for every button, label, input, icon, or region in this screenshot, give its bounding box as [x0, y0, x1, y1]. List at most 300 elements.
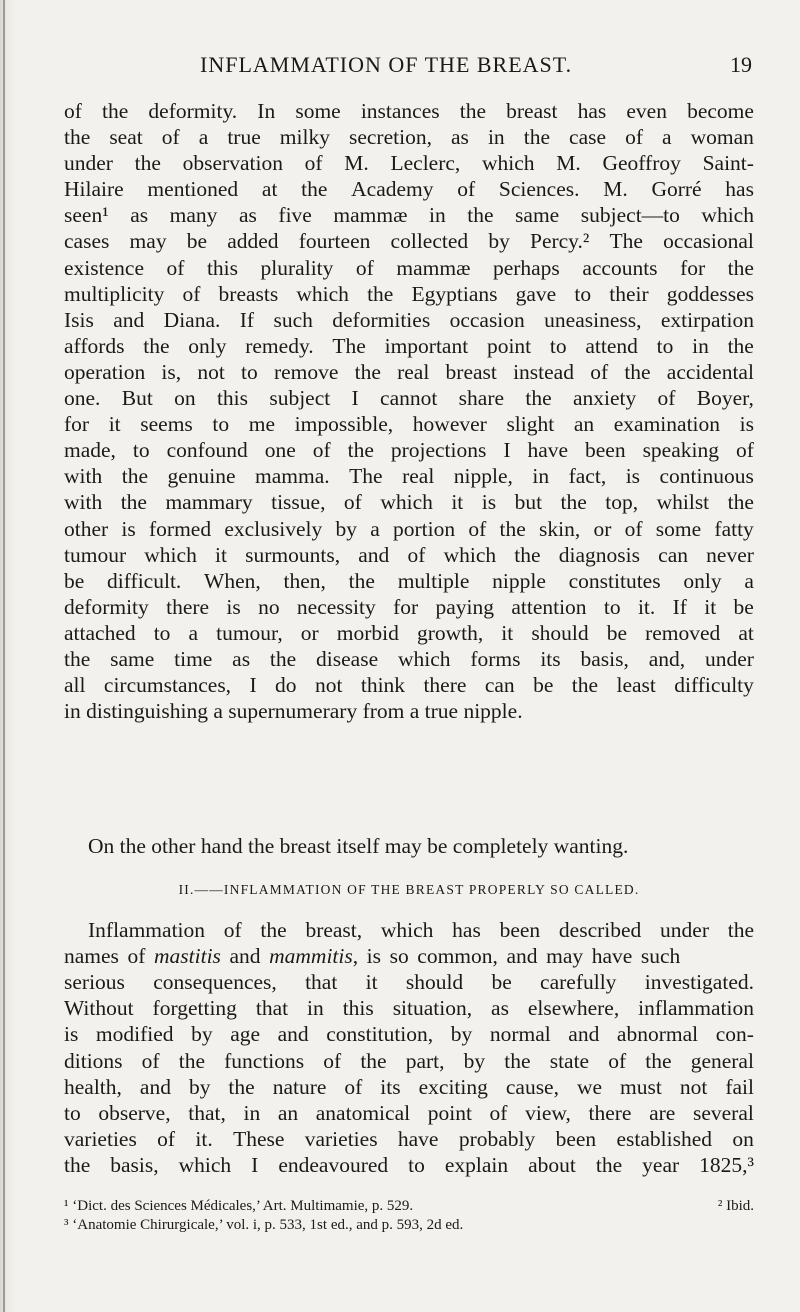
word: as [232, 646, 251, 671]
word: breast, [305, 918, 363, 943]
word: difficult. [107, 568, 182, 593]
word: has [452, 918, 481, 943]
word: an [277, 1100, 299, 1125]
word: be [533, 673, 554, 698]
word: of [625, 125, 643, 150]
word: modified [95, 1022, 174, 1047]
word: instead [513, 359, 574, 384]
word: Gorré [651, 177, 702, 202]
word: basis, [110, 1152, 159, 1177]
word: the [269, 646, 297, 671]
word: by [335, 516, 357, 541]
word: the [120, 490, 147, 515]
word: basis, [580, 646, 629, 671]
word: it [365, 970, 378, 995]
word: one. [64, 386, 101, 411]
word: has [577, 99, 607, 123]
word: Sciences. [498, 177, 580, 202]
word: with [64, 464, 103, 489]
word: remedy. [245, 333, 314, 358]
word: of [489, 1100, 508, 1125]
word: part, [405, 1048, 445, 1073]
word: formed [149, 516, 212, 541]
word: attached [64, 620, 136, 645]
word: not [197, 359, 225, 384]
word: same [110, 646, 155, 671]
word: of [343, 490, 362, 515]
word: an [573, 412, 595, 437]
word: the [134, 151, 161, 176]
word: other [64, 516, 109, 541]
word: Academy [351, 177, 434, 202]
word: the [64, 1152, 91, 1177]
footnote-3: ³ ‘Anatomie Chirurgicale,’ vol. i, p. 533, 1st ed., and p. 593, 2d ed. [64, 1217, 464, 1233]
word: to [132, 438, 150, 463]
word: difficulty [674, 673, 754, 698]
word: impossible, [294, 412, 394, 437]
word: exciting [418, 1074, 488, 1099]
word: the [260, 918, 287, 943]
word: for [680, 255, 706, 280]
word: the [727, 333, 754, 358]
word: same [515, 203, 560, 228]
word: M. [344, 151, 369, 176]
word: which [380, 490, 433, 515]
word: M. [556, 151, 581, 176]
word: serious [64, 970, 125, 995]
word: of [223, 918, 242, 943]
word: to [153, 620, 171, 645]
word: as [451, 125, 469, 150]
word: the [560, 490, 587, 515]
word: never [706, 542, 754, 567]
word: been [585, 438, 626, 463]
word: con- [715, 1022, 754, 1047]
word: varieties [64, 1126, 137, 1151]
word: confound [166, 438, 248, 463]
word: in [307, 996, 324, 1021]
word: necessity [296, 594, 376, 619]
text-line [64, 594, 754, 620]
word: attend [585, 333, 638, 358]
word: of [407, 542, 426, 567]
word: collected [390, 229, 469, 254]
word: as [491, 996, 509, 1021]
word: the [595, 1152, 623, 1177]
word: to [574, 281, 592, 306]
word: that [255, 996, 289, 1021]
word: such [273, 307, 313, 332]
word: real [397, 359, 430, 384]
word: functions [224, 1048, 305, 1073]
word: its [540, 646, 561, 671]
word: under [64, 151, 113, 176]
word: deformities [332, 307, 431, 332]
word: of [323, 1048, 342, 1073]
word: under [660, 918, 709, 943]
word: tumour [64, 542, 127, 567]
word: cases [64, 229, 110, 254]
word: the [467, 203, 494, 228]
word: may [129, 229, 167, 254]
word: multiple [397, 568, 470, 593]
word: Saint- [702, 151, 754, 176]
word: made, [64, 438, 116, 463]
text-run: , is so common, and may have such [352, 944, 681, 969]
word: many [169, 203, 218, 228]
word: which [144, 542, 197, 567]
word: can [484, 673, 515, 698]
word: which [380, 918, 434, 943]
word: circumstances, [103, 673, 232, 698]
word: time [174, 646, 213, 671]
word: multiplicity [64, 281, 165, 306]
word: a [370, 516, 380, 541]
footnotes [64, 1197, 754, 1235]
word: accidental [666, 359, 754, 384]
word: think [360, 673, 406, 698]
text-line [64, 176, 754, 202]
word: of [304, 151, 323, 176]
word: If [239, 307, 255, 332]
word: anatomical [315, 1100, 411, 1125]
text-line [64, 1048, 754, 1074]
word: varieties [304, 1126, 378, 1151]
word: a [662, 125, 672, 150]
word: fail [725, 1074, 754, 1099]
word: speaking [642, 438, 719, 463]
word: that, [188, 1100, 226, 1125]
word: I [249, 673, 257, 698]
word: by [488, 229, 510, 254]
word: some [295, 99, 341, 123]
word: some [655, 516, 702, 541]
word: woman [690, 125, 754, 150]
word: seat [109, 125, 143, 150]
word: of [624, 516, 643, 541]
text-line [64, 359, 754, 385]
word: been [499, 918, 541, 943]
paragraph-3-rest [64, 969, 754, 1178]
word: added [227, 229, 279, 254]
word: tumour, [216, 620, 283, 645]
word: normal [489, 1022, 551, 1047]
text-line [64, 672, 754, 698]
footnote-1: ¹ ‘Dict. des Sciences Médicales,’ Art. Multimamie, p. 529. [64, 1198, 414, 1214]
word: point [486, 333, 532, 358]
word: disease [316, 646, 379, 671]
word: the [143, 333, 170, 358]
word: are [649, 1100, 676, 1125]
word: there [423, 673, 467, 698]
word: of [182, 281, 201, 306]
word: on [732, 1126, 754, 1151]
word: of [735, 438, 754, 463]
word: and [358, 542, 390, 567]
word: is [121, 516, 136, 541]
word: to [603, 594, 621, 619]
word: it. [637, 594, 656, 619]
word: which [178, 1152, 232, 1177]
word: The [609, 229, 643, 254]
word: the [727, 490, 754, 515]
text-line [64, 568, 754, 594]
word: under [704, 646, 754, 671]
word: the [525, 386, 552, 411]
word: health, [64, 1074, 122, 1099]
word: of [141, 1048, 160, 1073]
word: of [355, 255, 374, 280]
word: Boyer, [696, 386, 754, 411]
word: has [725, 177, 754, 202]
word: affords [64, 333, 125, 358]
word: me [248, 412, 276, 437]
text-line [64, 1152, 754, 1178]
word: skin, [539, 516, 581, 541]
word: situation, [392, 996, 473, 1021]
word: for [393, 594, 419, 619]
word: its [380, 1074, 401, 1099]
word: which [296, 281, 349, 306]
word: there [166, 594, 210, 619]
word: general [690, 1048, 754, 1073]
text-line [64, 1074, 754, 1100]
word: their [609, 281, 649, 306]
word: the [727, 255, 754, 280]
word: ditions [64, 1048, 123, 1073]
word: perhaps [492, 255, 560, 280]
word: whilst [656, 490, 710, 515]
section-block [64, 833, 754, 1178]
word: deformity. [148, 99, 238, 123]
word: which [443, 542, 497, 567]
word: established [616, 1126, 713, 1151]
word: with [64, 490, 103, 515]
word: When, [204, 568, 261, 593]
word: by [450, 1022, 473, 1047]
word: anxiety [572, 386, 637, 411]
word: Inflammation [88, 918, 206, 943]
word: the [523, 125, 550, 150]
word: nipple, [453, 464, 513, 489]
footnote-2: ² Ibid. [717, 1198, 754, 1214]
word: occasion [449, 307, 525, 332]
word: five [278, 203, 312, 228]
section-heading: II.——INFLAMMATION OF THE BREAST PROPERLY SO CALLED. [178, 882, 640, 898]
word: real [402, 464, 435, 489]
word: this [206, 255, 239, 280]
text-line [64, 969, 754, 995]
word: the [64, 646, 91, 671]
word: it [108, 412, 121, 437]
word: goddesses [666, 281, 754, 306]
word: several [692, 1100, 754, 1125]
word: observe, [98, 1100, 171, 1125]
word: fatty [714, 516, 754, 541]
word: projections [390, 438, 487, 463]
word: forms [470, 646, 521, 671]
word: growth, [416, 620, 484, 645]
word: the [499, 516, 526, 541]
word: this [216, 386, 249, 411]
text-line [64, 463, 754, 489]
word: I [503, 438, 511, 463]
word: important [384, 333, 469, 358]
word: of [161, 125, 180, 150]
text-line [64, 995, 754, 1021]
word: 1825,³ [699, 1152, 754, 1177]
word: forgetting [152, 996, 237, 1021]
word: Isis [64, 307, 94, 332]
word: it [215, 542, 227, 567]
word: investigated. [644, 970, 754, 995]
paragraph-1 [64, 98, 754, 724]
word: only [188, 333, 227, 358]
word: portion [393, 516, 456, 541]
word: accounts [582, 255, 658, 280]
word: abnormal [616, 1022, 699, 1047]
word: be [491, 970, 512, 995]
word: at [261, 177, 278, 202]
word: the [367, 281, 394, 306]
word: the [571, 673, 599, 698]
word: year [642, 1152, 680, 1177]
word: fourteen [298, 229, 371, 254]
word: or [300, 620, 319, 645]
word: extirpation [660, 307, 754, 332]
word: by [191, 1022, 213, 1047]
word: as [238, 203, 257, 228]
word: the [228, 1074, 255, 1099]
word: remove [273, 359, 339, 384]
word: for [64, 412, 90, 437]
word: view, [525, 1100, 571, 1125]
term-mastitis: mastitis [154, 944, 221, 969]
word: The [332, 333, 366, 358]
word: surmounts, [245, 542, 341, 567]
paragraph-3-line [64, 917, 754, 943]
word: be [733, 594, 754, 619]
word: of [468, 516, 487, 541]
word: diagnosis [558, 542, 640, 567]
word: a [198, 125, 209, 150]
word: the [102, 99, 129, 123]
word: a [188, 620, 199, 645]
word: or [593, 516, 612, 541]
word: the [504, 1048, 531, 1073]
word: and [568, 1022, 600, 1047]
word: a [744, 568, 754, 593]
word: M. [603, 177, 628, 202]
word: to [656, 333, 674, 358]
word: the [354, 359, 381, 384]
word: to [64, 1100, 81, 1125]
word: point [427, 1100, 472, 1125]
word: not [679, 1074, 708, 1099]
text-line [64, 411, 754, 437]
word: the [514, 542, 541, 567]
word: must [620, 1074, 662, 1099]
word: cannot [380, 386, 438, 411]
word: subject [269, 386, 331, 411]
word: to [408, 1152, 425, 1177]
word: of [457, 177, 476, 202]
word: I [251, 1152, 259, 1177]
word: But [121, 386, 153, 411]
paragraph-2: On the other hand the breast itself may be completely wanting. [88, 834, 629, 858]
word: we [576, 1074, 603, 1099]
word: is [739, 412, 754, 437]
word: is [64, 1022, 79, 1047]
running-head [0, 52, 800, 82]
word: nipple [492, 568, 546, 593]
word: seems [140, 412, 193, 437]
word: should [531, 620, 589, 645]
word: consequences, [153, 970, 277, 995]
word: is [481, 490, 497, 515]
word: the [645, 1048, 672, 1073]
word: of [344, 1074, 363, 1099]
word: least [616, 673, 656, 698]
word: of [590, 359, 609, 384]
word: inflammation [638, 996, 754, 1021]
word: the [360, 1048, 387, 1073]
word: slight [506, 412, 555, 437]
text-line [64, 228, 754, 254]
text-line [64, 202, 754, 228]
word: even [626, 99, 667, 123]
word: one [264, 438, 296, 463]
word: milky [279, 125, 330, 150]
word: this [342, 996, 374, 1021]
text-run: and [220, 944, 270, 969]
word: breast [506, 99, 558, 123]
word: mamma. [255, 464, 330, 489]
footnote-row [64, 1197, 754, 1216]
word: at [738, 620, 754, 645]
text-line [64, 646, 754, 672]
word: no [258, 594, 280, 619]
word: it [704, 594, 717, 619]
word: elsewhere, [527, 996, 620, 1021]
word: paying [435, 594, 494, 619]
word: in [532, 464, 550, 489]
word: the [459, 99, 487, 123]
text-line [64, 255, 754, 281]
word: there [588, 1100, 632, 1125]
word: to [241, 359, 258, 384]
word: which [397, 646, 451, 671]
word: it. [195, 1126, 213, 1151]
word: to [212, 412, 230, 437]
word: by [188, 1074, 211, 1099]
word: seen¹ [64, 203, 109, 228]
word: of [64, 99, 82, 123]
word: the [301, 177, 328, 202]
word: is [226, 594, 241, 619]
word: observation [182, 151, 283, 176]
word: tissue, [271, 490, 326, 515]
word: plurality [260, 255, 334, 280]
word: the [178, 1048, 205, 1073]
word: occasional [663, 229, 754, 254]
word: and, [648, 646, 686, 671]
word: Percy.² [529, 229, 590, 254]
word: instances [360, 99, 440, 123]
text-line [64, 542, 754, 568]
word: mammæ [333, 203, 408, 228]
text-line [64, 620, 754, 646]
